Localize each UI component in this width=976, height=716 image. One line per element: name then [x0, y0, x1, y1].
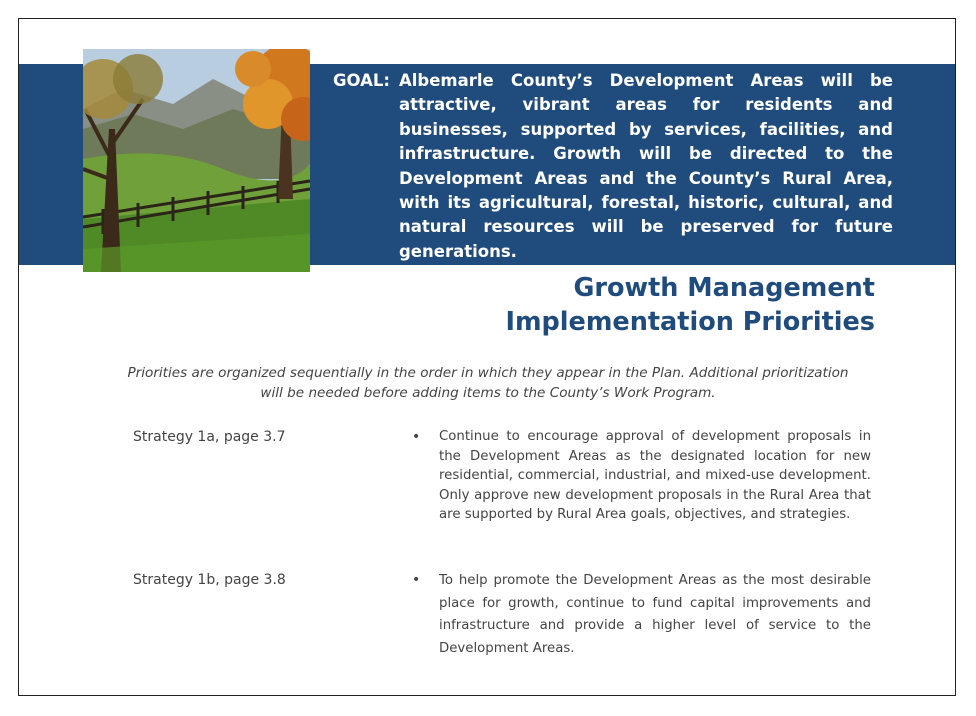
strategy-reference: Strategy 1b, page 3.8 — [133, 572, 286, 588]
goal-statement — [333, 69, 893, 264]
goal-body: Albemarle County’s Development Areas will be attractive, vibrant areas for residents and businesses, supported by services, facilities, and infrastructure. Growth will be directed to the Development Areas and the County’s Rural Area, with its agricultural, forestal, historic, cultural, and natural resources will be preserved for future generations. — [399, 71, 893, 261]
page-title — [506, 271, 876, 339]
bullet-icon: • — [412, 429, 421, 445]
rural-landscape-photo — [83, 49, 310, 272]
page-title-line-1: Growth Management — [573, 273, 875, 303]
intro-note: Priorities are organized sequentially in the order in which they appear in the Plan. Additional prioritization will be needed before adding items to the County’s Work Program. — [127, 365, 849, 401]
strategy-description: To help promote the Development Areas as the most desirable place for growth, continue to fund capital improvements and infrastructure and provide a higher level of service to the Development Areas. — [439, 573, 871, 656]
strategy-reference: Strategy 1a, page 3.7 — [133, 429, 286, 445]
strategy-description: Continue to encourage approval of development proposals in the Development Areas as the designated location for new residential, commercial, industrial, and mixed-use development. Only approve new development proposals in the Rural Area that are supported by Rural Area goals, objectives, and strategies. — [439, 429, 871, 522]
page-title-line-2: Implementation Priorities — [505, 307, 875, 337]
bullet-icon: • — [412, 572, 421, 588]
goal-label: GOAL: — [333, 71, 391, 90]
document-page — [18, 18, 956, 696]
